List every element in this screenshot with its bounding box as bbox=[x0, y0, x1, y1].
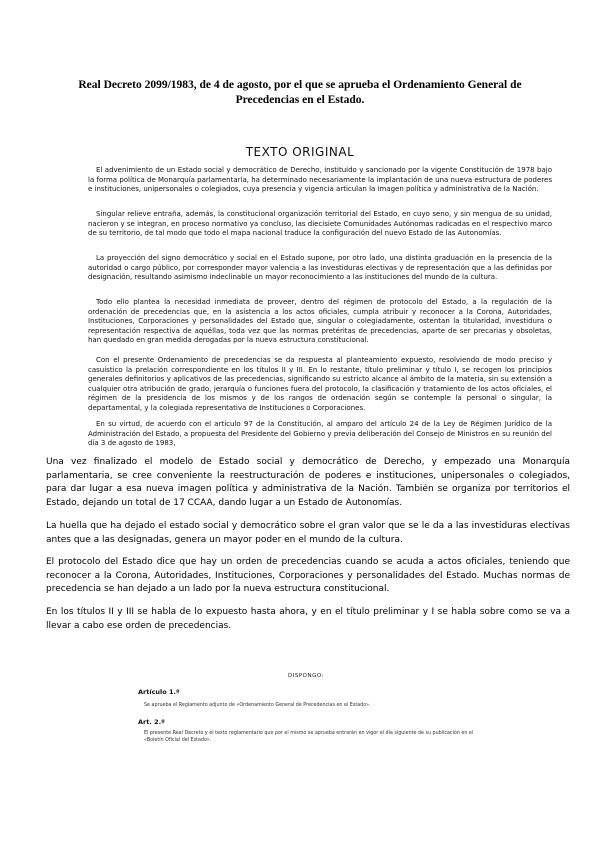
document-title: Real Decreto 2099/1983, de 4 de agosto, por el que se aprueba el Ordenamiento General de Precedencias en el Estado. bbox=[78, 79, 522, 106]
original-paragraph-5: Con el presente Ordenamiento de precedencias se da respuesta al planteamiento expuesto, resolviendo de modo preciso y casuístico la prelación correspondiente en los títulos II y III. En lo restante, título preliminar y título I, se recogen los principios generales definitorios y aplicativos de las precedencias, significando su estricto alcance al ámbito de la materia, sin su extensión a cualquier otra atribución de grado, jerarquía o funciones fuera del protocolo, la clasificación y tratamiento de los actos oficiales, el régimen de la presidencia de los mismos y de los rangos de ordenación según se contemple la personal o singular, la departamental, y la colegiada representativa de Instituciones o Corporaciones. bbox=[88, 356, 552, 412]
commentary-paragraph-3: El protocolo del Estado dice que hay un orden de precedencias cuando se acuda a actos oficiales, teniendo que reconocer a la Corona, Autoridades, Instituciones, Corporaciones y personalidades del Estado. Muchas normas de precedencia se han dejado a un lado por la nueva estructura constitucional. bbox=[46, 557, 570, 594]
original-paragraph-3: La proyección del signo democrático y social en el Estado supone, por otro lado, una distinta graduación en la presencia de la autoridad o cargo público, por corresponder mayor valencia a las investiduras electivas y de representación que a las definidas por designación, resultando asimismo indeclinable un mayor reconocimiento a las instituciones del mundo de la cultura. bbox=[88, 254, 552, 282]
section-heading: TEXTO ORIGINAL bbox=[245, 145, 355, 159]
article-1-text: Se aprueba el Reglamento adjunto de «Ordenamiento General de Precedencias en el Estado». bbox=[144, 703, 371, 708]
commentary-paragraph-1: Una vez finalizado el modelo de Estado social y democrático de Derecho, y empezado una Monarquía parlamentaria, se cree conveniente la reestructuración de poderes e instituciones, unipersonales o colegiados, para dar lugar a esa nueva imagen política y administrativa de la Nación. También se organiza por territorios el Estado, dejando un total de 17 CCAA, dando lugar a un Estado de Autonomías. bbox=[46, 457, 570, 508]
article-2-text: El presente Real Decreto y el texto reglamentario que por el mismo se aprueba entrarán en vigor el día siguiente de su publicación en el «Boletín Oficial del Estado». bbox=[144, 731, 474, 743]
article-1-label: Artículo 1.º bbox=[138, 688, 180, 696]
original-paragraph-6: En su virtud, de acuerdo con el artículo 97 de la Constitución, al amparo del artículo 24 de la Ley de Régimen Jurídico de la Administración del Estado, a propuesta del Presidente del Gobierno y previa deliberación del Consejo de Ministros en su reunión del día 3 de agosto de 1983, bbox=[88, 420, 552, 448]
original-paragraph-4: Todo ello plantea la necesidad inmediata de proveer, dentro del régimen de protocolo del Estado, a la regulación de la ordenación de precedencias que, en la asistencia a los actos oficiales, cumpla atribuir y reconocer a la Corona, Autoridades, Instituciones, Corporaciones y personalidades del Estado que, singular o colegiadamente, ostentan la titularidad, investidura o representación respectiva de aquéllas, toda vez que las normas pretéritas de precedencias, aparte de ser precarias y obsoletas, han quedado en gran medida derogadas por la nueva estructura constitucional. bbox=[88, 298, 552, 345]
original-paragraph-2: Singular relieve entraña, además, la constitucional organización territorial del Estado, en cuyo seno, y sin mengua de su unidad, nacieron y se integran, en proceso normativo ya concluso, las diecisiete Comunidades Autónomas radicadas en el respectivo marco de su territorio, de tal modo que todo el mapa nacional traduce la configuración del nuevo Estado de las Autonomías. bbox=[88, 210, 552, 238]
article-2-label: Art. 2.º bbox=[138, 718, 165, 726]
commentary-paragraph-2: La huella que ha dejado el estado social y democrático sobre el gran valor que se le da a las investiduras electivas antes que a las designadas, genera un mayor poder en el mundo de la cultura. bbox=[46, 521, 570, 545]
dispongo-heading: DISPONGO: bbox=[288, 673, 324, 679]
original-paragraph-1: El advenimiento de un Estado social y democrático de Derecho, instituido y sancionado por la vigente Constitución de 1978 bajo la forma política de Monarquía parlamentaria, ha determinado necesariamente la implantación de una nueva estructura de poderes e instituciones, unipersonales o colegiados, cuya presencia y vigencia articulan la imagen política y administrativa de la Nación. bbox=[88, 166, 552, 194]
commentary-paragraph-4: En los títulos II y III se habla de lo expuesto hasta ahora, y en el título preliminar y I se habla sobre como se va a llevar a cabo ese orden de precedencias. bbox=[46, 607, 570, 631]
